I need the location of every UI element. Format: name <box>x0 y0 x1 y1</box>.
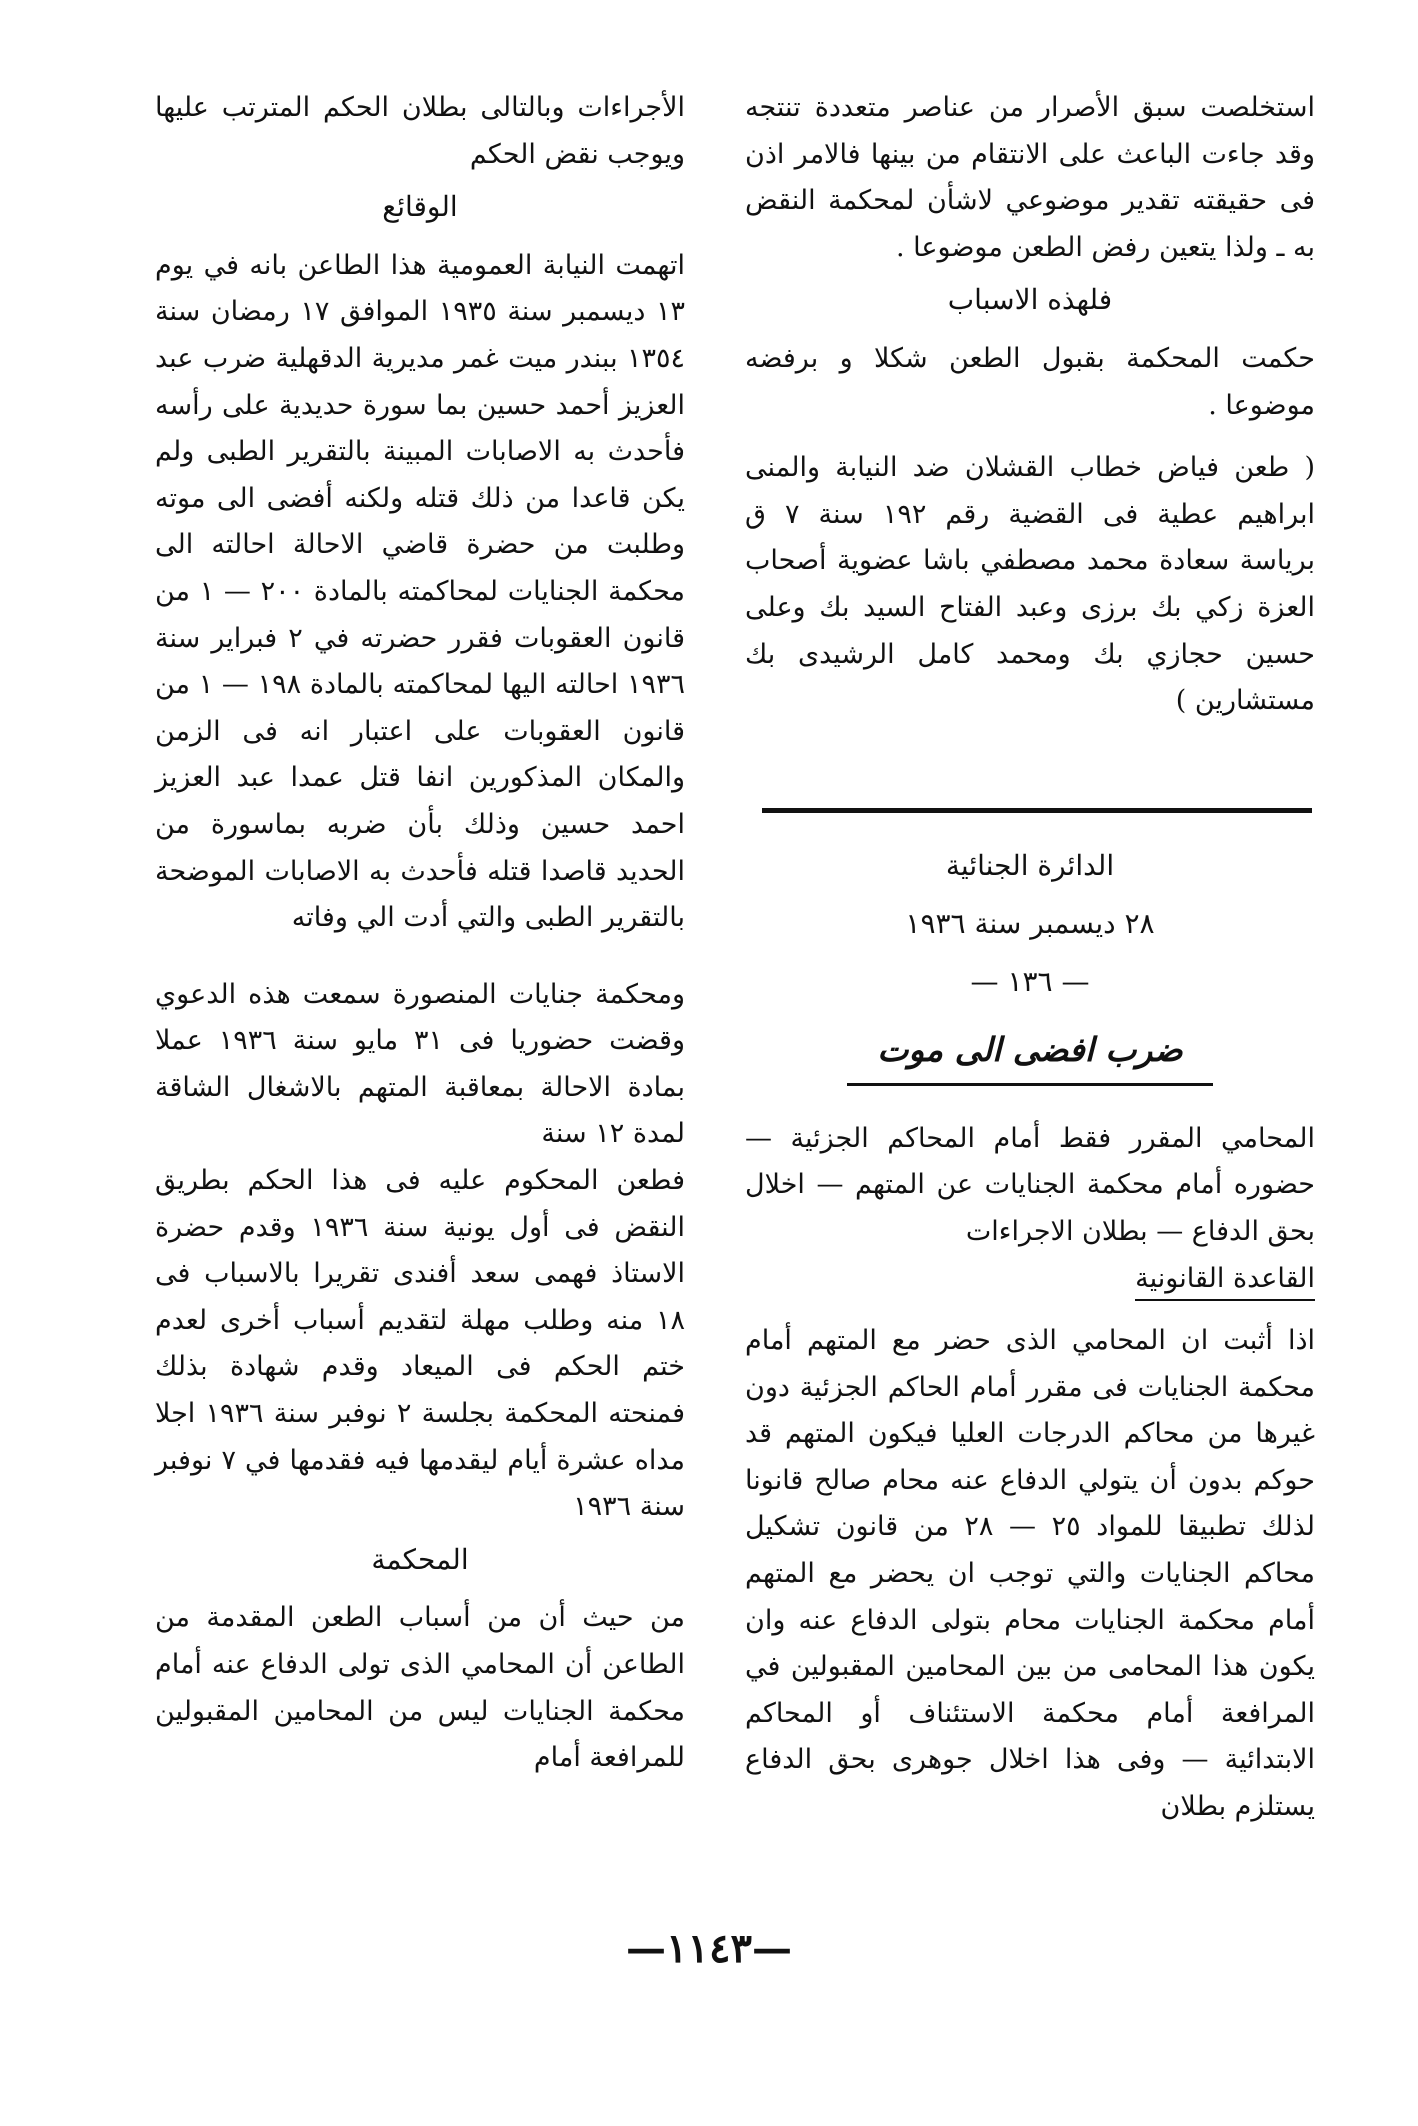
right-column <box>745 85 1315 1831</box>
court-reasoning-paragraph: من حيث أن من أسباب الطعن المقدمة من الطاعن أن المحامي الذى تولى الدفاع عنه أمام محكمة الجنايات ليس من المحامين المقبولين للمرافعة أمام <box>155 1602 685 1774</box>
left-column <box>155 85 685 1782</box>
court-heading: المحكمة <box>371 1542 469 1576</box>
page-number: —١١٤٣— <box>626 1925 792 1972</box>
case-summary: المحامي المقرر فقط أمام المحاكم الجزئية — حضوره أمام محكمة الجنايات عن المتهم — اخلال بحق الدفاع — بطلان الاجراءات <box>745 1122 1315 1247</box>
case-citation-paragraph: ( طعن فياض خطاب القشلان ضد النيابة والمنى ابراهيم عطية فى القضية رقم ١٩٢ سنة ٧ ق برياسة سعادة محمد مصطفي باشا عضوية أصحاب العزة زكي بك برزى وعبد الفتاح السيد بك وعلى حسين حجازي بك ومحمد كامل الرشيدى بك مستشارين ) <box>745 452 1315 717</box>
judgment-conclusion-paragraph: استخلصت سبق الأصرار من عناصر متعددة تنتجه وقد جاءت الباعث على الانتقام من بينها فالامر اذن فى حقيقته تقدير موضوعي لاشأن لمحكمة النقض به ـ ولذا يتعين رفض الطعن موضوعا . <box>745 92 1315 263</box>
circuit-name: الدائرة الجنائية <box>945 848 1115 882</box>
appeal-paragraph: فطعن المحكوم عليه فى هذا الحكم بطريق النقض فى أول يونية سنة ١٩٣٦ وقدم حضرة الاستاذ فهمى سعد أفندى تقريرا بالاسباب فى ١٨ منه وطلب مهلة لتقديم أسباب أخرى لعدم ختم الحكم فى الميعاد وقدم شهادة بذلك فمنحته المحكمة بجلسة ٢ نوفبر سنة ١٩٣٦ اجلا مداه عشرة أيام ليقدمها فيه فقدمها في ٧ نوفبر سنة ١٩٣٦ <box>155 1165 685 1523</box>
legal-rule-label: القاعدة القانونية <box>1135 1259 1315 1301</box>
ruling-paragraph: حكمت المحكمة بقبول الطعن شكلا و برفضه موضوعا . <box>745 342 1315 421</box>
case-number: — ١٣٦ — <box>970 964 1090 998</box>
circuit-date: ٢٨ ديسمبر سنة ١٩٣٦ <box>905 906 1155 940</box>
case-header <box>745 837 1315 1116</box>
facts-paragraph: اتهمت النيابة العمومية هذا الطاعن بانه في يوم ١٣ ديسمبر سنة ١٩٣٥ الموافق ١٧ رمضان سنة ١٣٥٤ ببندر ميت غمر مديرية الدقهلية ضرب عبد العزيز أحمد حسين بما سورة حديدية على رأسه فأحدث به الاصابات المبينة بالتقرير الطبى ولم يكن قاعدا من ذلك قتله ولكنه أفضى الى موته وطلبت من حضرة قاضي الاحالة احالته الى محكمة الجنايات لمحاكمته بالمادة ٢٠٠ — ١ من قانون العقوبات فقرر حضرته في ٢ فبراير سنة ١٩٣٦ احالته اليها لمحاكمته بالمادة ١٩٨ — ١ من قانون العقوبات على اعتبار انه فى الزمن والمكان المذكورين انفا قتل عمدا عبد العزيز احمد حسين وذلك بأن ضربه بماسورة من الحديد قاصدا قتله فأحدث به الاصابات الموضحة بالتقرير الطبى والتي أدت الي وفاته <box>155 249 685 934</box>
facts-heading: الوقائع <box>382 190 458 224</box>
case-title: ضرب افضى الى موت <box>847 1021 1212 1086</box>
section-divider <box>762 808 1312 813</box>
trial-paragraph: ومحكمة جنايات المنصورة سمعت هذه الدعوي وقضت حضوريا فى ٣١ مايو سنة ١٩٣٦ عملا بمادة الاحالة بمعاقبة المتهم بالاشغال الشاقة لمدة ١٢ سنة <box>155 978 685 1150</box>
legal-rule-text: اذا أثبت ان المحامي الذى حضر مع المتهم أمام محكمة الجنايات فى مقرر أمام الحاكم الجزئية دون غيرها من محاكم الدرجات العليا فيكون المتهم قد حوكم بدون أن يتولي الدفاع عنه محام صالح قانونا لذلك تطبيقا للمواد ٢٥ — ٢٨ من قانون تشكيل محاكم الجنايات والتي توجب ان يحضر مع المتهم أمام محكمة الجنايات محام بتولى الدفاع عنه وان يكون هذا المحامى من بين المحامين المقبولين في المرافعة أمام محكمة الاستئناف أو المحاكم الابتدائية — وفى هذا اخلال جوهرى بحق الدفاع يستلزم بطلان <box>745 1325 1316 1823</box>
reasons-heading: فلهذه الاسباب <box>947 283 1113 317</box>
continuation-paragraph: الأجراءات وبالتالى بطلان الحكم المترتب عليها ويوجب نقض الحكم <box>155 92 685 170</box>
